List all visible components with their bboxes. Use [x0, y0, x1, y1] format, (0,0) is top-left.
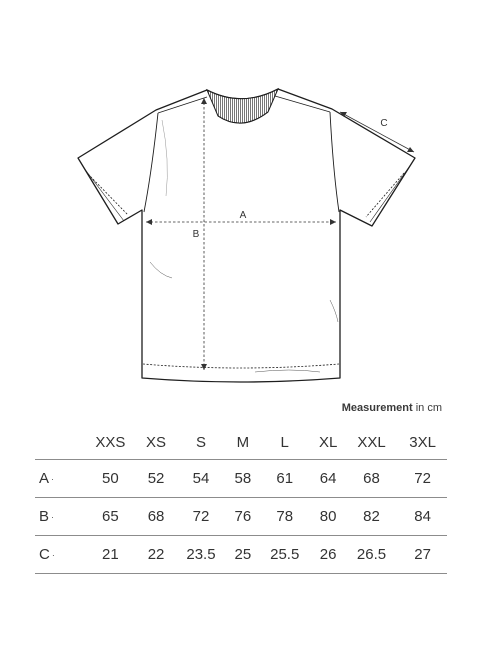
size-chart-table	[35, 425, 447, 574]
size-header: XL	[318, 433, 338, 451]
size-header: 3XL	[409, 433, 436, 451]
measurement-row-a	[35, 460, 447, 498]
table-cell: 68	[345, 460, 398, 498]
table-cell: 22	[138, 536, 175, 574]
table-cell: 80	[311, 498, 345, 536]
size-header: XXL	[357, 433, 386, 451]
table-cell: 68	[138, 498, 175, 536]
table-cell: 64	[311, 460, 345, 498]
size-header: M	[236, 433, 250, 451]
table-cell: 65	[83, 498, 138, 536]
table-cell: 25.5	[258, 536, 311, 574]
table-cell: 61	[258, 460, 311, 498]
row-label-c: C ·	[35, 536, 83, 574]
table-cell: 54	[174, 460, 227, 498]
table-cell: 76	[228, 498, 258, 536]
size-header: L	[280, 433, 289, 451]
dimension-c-arrow-end	[407, 147, 414, 152]
table-cell: 26	[311, 536, 345, 574]
table-cell: 72	[398, 460, 447, 498]
table-cell: 82	[345, 498, 398, 536]
dimension-b-label: B	[192, 229, 200, 240]
table-cell: 58	[228, 460, 258, 498]
measurement-note	[342, 402, 442, 414]
size-header: XXS	[95, 433, 126, 451]
table-cell: 21	[83, 536, 138, 574]
table-cell: 78	[258, 498, 311, 536]
row-label-b: B ·	[35, 498, 83, 536]
header-corner	[35, 425, 83, 460]
table-cell: 84	[398, 498, 447, 536]
tshirt-outline	[78, 89, 415, 382]
measurement-note-bold: Measurement	[341, 402, 413, 414]
measurement-note-unit: in cm	[412, 402, 442, 414]
size-header-row	[35, 425, 447, 460]
table-cell: 26.5	[345, 536, 398, 574]
size-header: S	[195, 433, 206, 451]
measurement-row-c	[35, 536, 447, 574]
size-header: XS	[146, 433, 167, 451]
table-cell: 25	[228, 536, 258, 574]
table-cell: 23.5	[174, 536, 227, 574]
measurement-row-b	[35, 498, 447, 536]
table-cell: 52	[138, 460, 175, 498]
dimension-c-label: C	[380, 118, 388, 129]
table-cell: 72	[174, 498, 227, 536]
dimension-a-label: A	[239, 210, 247, 221]
table-cell: 27	[398, 536, 447, 574]
row-label-a: A ·	[35, 460, 83, 498]
table-cell: 50	[83, 460, 138, 498]
